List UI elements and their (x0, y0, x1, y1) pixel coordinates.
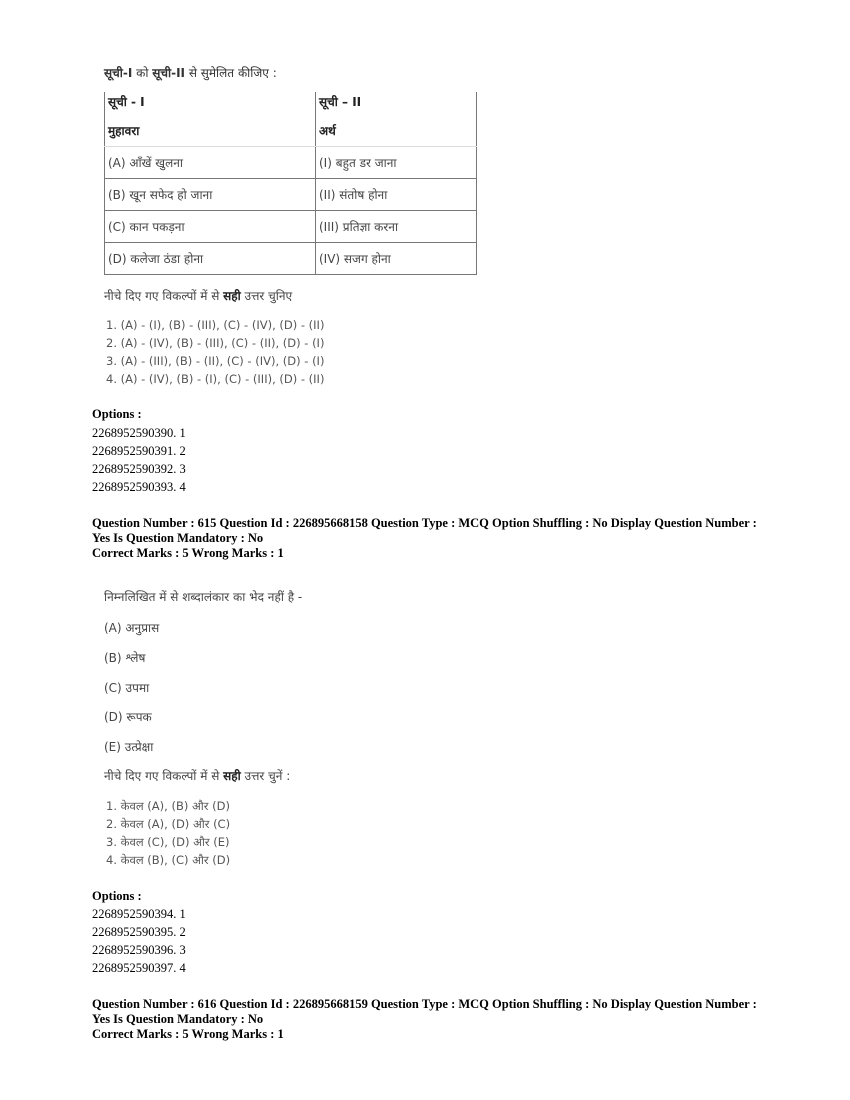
choose-prompt-start: नीचे दिए गए विकल्पों में से (104, 769, 224, 783)
table-header-row (105, 92, 477, 115)
q615-choice-list (106, 797, 230, 869)
subheader-meaning: अर्थ (316, 115, 477, 147)
q615-option-ids (92, 905, 186, 977)
option-id: 2268952590393. 4 (92, 480, 186, 494)
statement-item: (D) रूपक (104, 710, 152, 724)
instruction-connector: को (132, 66, 153, 80)
option-id: 2268952590391. 2 (92, 444, 186, 458)
choose-prompt-start: नीचे दिए गए विकल्पों में से (104, 289, 224, 303)
q614-option-ids (92, 424, 186, 496)
table-row (105, 179, 477, 211)
table-cell-left: (B) खून सफेद हो जाना (105, 179, 316, 211)
question-meta-line: Question Number : 616 Question Id : 226895668159 Question Type : MCQ Option Shuffling : No Display Question Number : Yes Is Question Mandatory : No (92, 997, 757, 1026)
choose-prompt-emphasis: सही (223, 769, 241, 783)
list-item: 4. (A) - (IV), (B) - (I), (C) - (III), (D) - (II) (106, 372, 325, 386)
q615-choose-prompt (104, 767, 290, 784)
table-row (105, 147, 477, 179)
list-1-label: सूची-I (104, 66, 133, 80)
q615-meta (92, 516, 772, 561)
q614-choice-list (106, 316, 324, 388)
q616-meta (92, 997, 772, 1042)
q614-options-label: Options : (92, 407, 142, 421)
list-item: 2. (A) - (IV), (B) - (III), (C) - (II), (D) - (I) (106, 336, 325, 350)
statement-item: (A) अनुप्रास (104, 621, 160, 635)
list-item: 1. केवल (A), (B) और (D) (106, 799, 230, 813)
table-cell-right: (IV) सजग होना (316, 243, 477, 275)
table-cell-right: (II) संतोष होना (316, 179, 477, 211)
q614-instruction (104, 64, 277, 81)
list-item: 1. (A) - (I), (B) - (III), (C) - (IV), (D) - (II) (106, 318, 325, 332)
statement-item: (C) उपमा (104, 681, 150, 695)
choose-prompt-emphasis: सही (223, 289, 241, 303)
list-2-label: सूची-II (152, 66, 186, 80)
list-item: 3. (A) - (III), (B) - (II), (C) - (IV), (D) - (I) (106, 354, 325, 368)
header-list-2: सूची – II (316, 92, 477, 115)
option-id: 2268952590392. 3 (92, 462, 186, 476)
list-item: 3. केवल (C), (D) और (E) (106, 835, 230, 849)
option-id: 2268952590397. 4 (92, 961, 186, 975)
option-id: 2268952590390. 1 (92, 426, 186, 440)
matching-table (104, 92, 477, 275)
choose-prompt-end: उत्तर चुनें : (240, 769, 291, 783)
option-id: 2268952590396. 3 (92, 943, 186, 957)
choose-prompt-end: उत्तर चुनिए (240, 289, 293, 303)
q614-choose-prompt (104, 287, 292, 304)
table-cell-left: (C) कान पकड़ना (105, 211, 316, 243)
option-id: 2268952590395. 2 (92, 925, 186, 939)
q615-options-label: Options : (92, 889, 142, 903)
instruction-tail: से सुमेलित कीजिए : (185, 66, 277, 80)
table-row (105, 243, 477, 275)
option-id: 2268952590394. 1 (92, 907, 186, 921)
subheader-idiom: मुहावरा (105, 115, 316, 147)
table-cell-left: (D) कलेजा ठंडा होना (105, 243, 316, 275)
q615-question-text: निम्नलिखित में से शब्दालंकार का भेद नहीं है - (104, 590, 303, 604)
table-subheader-row (105, 115, 477, 147)
table-cell-right: (III) प्रतिज्ञा करना (316, 211, 477, 243)
question-meta-line: Question Number : 615 Question Id : 226895668158 Question Type : MCQ Option Shuffling : No Display Question Number : Yes Is Question Mandatory : No (92, 516, 757, 545)
list-item: 2. केवल (A), (D) और (C) (106, 817, 231, 831)
list-item: 4. केवल (B), (C) और (D) (106, 853, 231, 867)
table-cell-right: (I) बहुत डर जाना (316, 147, 477, 179)
marks-line: Correct Marks : 5 Wrong Marks : 1 (92, 546, 284, 560)
table-row (105, 211, 477, 243)
header-list-1: सूची - I (105, 92, 316, 115)
marks-line: Correct Marks : 5 Wrong Marks : 1 (92, 1027, 284, 1041)
statement-item: (B) श्लेष (104, 651, 146, 665)
statement-item: (E) उत्प्रेक्षा (104, 740, 154, 754)
table-cell-left: (A) आँखें खुलना (105, 147, 316, 179)
